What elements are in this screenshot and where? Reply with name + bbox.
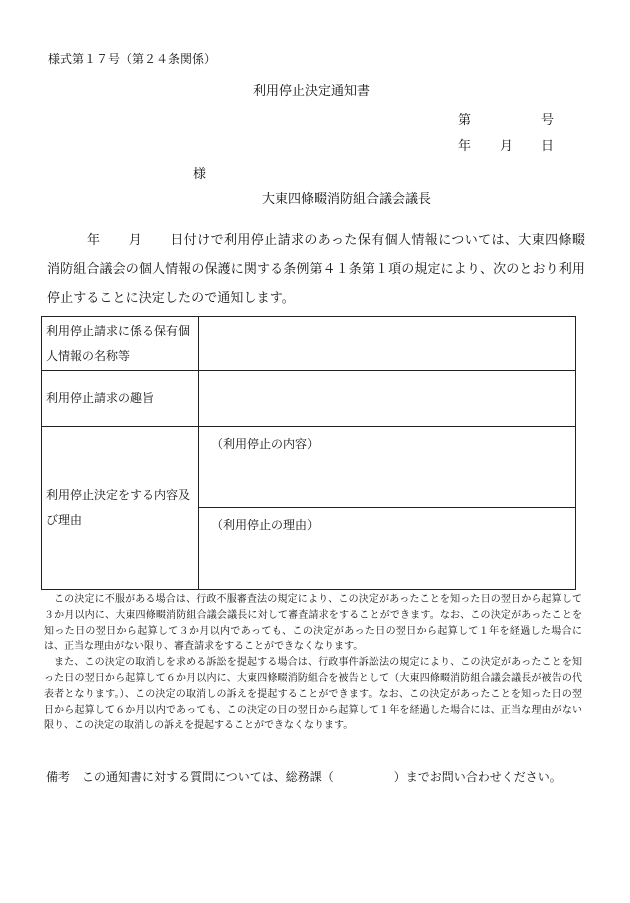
table-value-purpose[interactable] (199, 371, 576, 427)
appeal-paragraph-lawsuit: また、この決定の取消しを求める訴訟を提起する場合は、行政事件訴訟法の規定により、この決定があったことを知った日の翌日から起算して６か月以内に、大東四條畷消防組合を被告として（大東四條畷消防組合議会議長が被告の代表者となります。）、この決定の取消しの訴えを提起することができます。なお、この決定があったことを知った日の翌日から起算して６か月以内であっても、この決定の日の翌日から起算して１年を経過した場合には、正当な理由がない限り、この決定の取消しの訴えを提起することができなくなります。 (44, 657, 582, 732)
table-row (42, 427, 576, 508)
recipient-honorific: 様 (193, 167, 207, 182)
appeal-notice (44, 592, 582, 734)
table-value-info-name[interactable] (199, 317, 576, 371)
table-value-reason[interactable] (199, 508, 576, 590)
date-day-label: 日 (541, 139, 555, 154)
document-number-label: 第 (458, 113, 472, 128)
date-month-label: 月 (500, 139, 514, 154)
remarks-suffix: ）までお問い合わせください。 (393, 770, 562, 784)
content-subheading: （利用停止の内容） (211, 437, 320, 451)
issuer-name: 大東四條畷消防組合議会議長 (262, 192, 432, 207)
date-year-label: 年 (458, 139, 472, 154)
table-row (42, 317, 576, 371)
remarks-prefix: 備考 この通知書に対する質問については、総務課（ (46, 770, 334, 784)
document-title: 利用停止決定通知書 (253, 84, 371, 99)
reason-subheading: （利用停止の理由） (211, 518, 320, 532)
table-value-content[interactable] (199, 427, 576, 508)
form-number: 様式第１７号（第２４条関係） (48, 52, 217, 66)
table-label-purpose: 利用停止請求の趣旨 (42, 371, 199, 427)
intro-year: 年 (87, 233, 101, 248)
info-table (41, 316, 576, 590)
intro-paragraph (47, 226, 585, 313)
table-label-decision: 利用停止決定をする内容及び理由 (42, 427, 199, 590)
table-label-info-name: 利用停止請求に係る保有個人情報の名称等 (42, 317, 199, 371)
remarks (46, 768, 562, 785)
intro-month: 月 (128, 233, 143, 248)
intro-text: 日付けで利用停止請求のあった保有個人情報については、大東四條畷消防組合議会の個人情報の保護に関する条例第４１条第１項の規定により、次のとおり利用停止することに決定したので通知します。 (47, 233, 585, 306)
document-number-suffix: 号 (541, 113, 555, 128)
table-row (42, 371, 576, 427)
appeal-paragraph-review: この決定に不服がある場合は、行政不服審査法の規定により、この決定があったことを知った日の翌日から起算して３か月以内に、大東四條畷消防組合議会議長に対して審査請求をすることができます。なお、この決定があったことを知った日の翌日から起算して３か月以内であっても、この決定があった日の翌日から起算して１年を経過した場合には、正当な理由がない限り、審査請求をすることができなくなります。 (44, 594, 582, 653)
